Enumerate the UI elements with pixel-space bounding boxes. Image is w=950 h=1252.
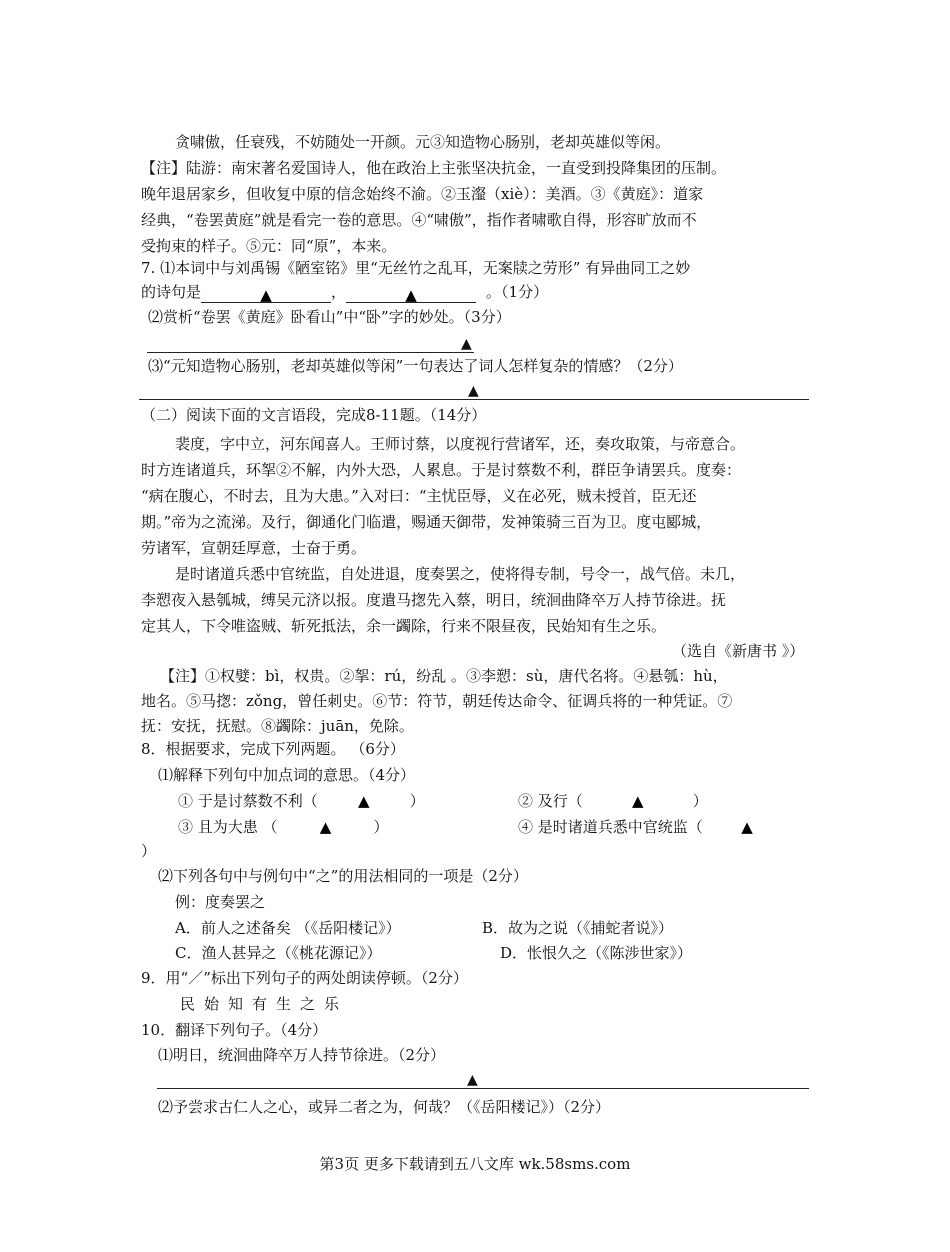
answer-marker: ▲ (405, 286, 417, 304)
passage-p1-l3: “病在腹心，不时去，且为大患。”入对曰：“主忧臣辱，义在必死，贼未授首，臣无还 (141, 487, 697, 505)
q8-heading: 8．根据要求，完成下列两题。 （6分） (141, 740, 405, 758)
note-line-2: 晚年退居家乡，但收复中原的信念始终不渝。②玉瀣（xiè）：美酒。③《黄庭》：道家 (141, 185, 704, 203)
q8-example: 例：度奏罢之 (175, 893, 266, 911)
answer-marker: ▲ (741, 818, 753, 836)
page-footer: 第3页 更多下载请到五八文库 wk.58sms.com (319, 1155, 631, 1173)
q8-item-1-answer[interactable] (318, 790, 410, 812)
annotation-line-1: 【注】①权嬖：bì，权贵。②挐：rú，纷乱 。③李愬：sù，唐代名将。④悬瓠：hù， (160, 667, 728, 685)
passage-p2-l1: 是时诸道兵悉中官统监，自处进退，度奏罢之，使将得专制，号令一，战气倍。未几， (175, 565, 746, 583)
q7-part-3: ⑶“元知造物心肠别，老却英雄似等闲”一句表达了词人怎样复杂的情感？（2分） (148, 357, 683, 375)
q8-item-2-close: ） (692, 792, 708, 810)
answer-marker: ▲ (260, 286, 272, 304)
q8-item-4-close: ） (141, 842, 157, 860)
q8-option-b[interactable]: B．故为之说（《捕蛇者说》） (482, 919, 674, 937)
q7-line-2-prefix: 的诗句是 (141, 283, 202, 301)
q8-part-2: ⑵下列各句中与例句中“之”的用法相同的一项是（2分） (158, 867, 528, 885)
note-line-4: 受拘束的样子。⑤元：同“原”，本来。 (141, 237, 397, 255)
q7-line-1: 7. ⑴本词中与刘禹锡《陋室铭》里“无丝竹之乱耳，无案牍之劳形” 有异曲同工之妙 (141, 259, 691, 277)
q10-answer-line-1[interactable] (157, 1088, 809, 1089)
q8-item-4 (518, 816, 753, 838)
passage-p1-l5: 劳诸军，宣朝廷厚意，士奋于勇。 (141, 539, 367, 557)
passage-source: （选自《新唐书 》） (672, 642, 805, 660)
q8-item-2-text: ② 及行（ (518, 792, 583, 810)
q8-item-2-answer[interactable] (583, 790, 693, 812)
q8-option-c[interactable]: C．渔人甚异之（《桃花源记》） (175, 944, 382, 962)
q8-part-1: ⑴解释下列句中加点词的意思。（4分） (158, 766, 416, 784)
annotation-line-2: 地名。⑤马揔：zǒng，曾任刺史。⑥节：符节，朝廷传达命令、征调兵将的一种凭证。⑦ (141, 692, 733, 710)
q7-comma: ， (331, 283, 347, 301)
annotation-line-3: 抚：安抚，抚慰。⑧蠲除：juān，免除。 (141, 717, 414, 735)
note-line-1: 【注】陆游：南宋著名爱国诗人，他在政治上主张坚决抗金，一直受到投降集团的压制。 (141, 159, 727, 177)
section-2-title: （二）阅读下面的文言语段，完成8-11题。（14分） (141, 406, 487, 424)
passage-p1-l2: 时方连诸道兵，环挐②不解，内外大恐，人累息。于是讨蔡数不利，群臣争请罢兵。度奏： (141, 461, 742, 479)
q10-heading: 10．翻译下列句子。（4分） (141, 1021, 328, 1039)
q9-sentence[interactable]: 民始知有生之乐 (180, 995, 349, 1013)
answer-marker: ▲ (319, 818, 332, 836)
passage-p1-l1: 裴度，字中立，河东闻喜人。王师讨蔡，以度视行营诸军，还，奏攻取策，与帝意合。 (175, 435, 746, 453)
q7-line-2 (141, 281, 548, 303)
q10-part-2: ⑵予尝求古仁人之心，或异二者之为，何哉？（《岳阳楼记》）（2分） (158, 1098, 611, 1116)
q8-option-a[interactable]: A．前人之述备矣 （《岳阳楼记》） (175, 919, 401, 937)
q9-heading: 9．用“／”标出下列句子的两处朗读停顿。（2分） (141, 969, 468, 987)
q10-part-1: ⑴明日，统洄曲降卒万人持节徐进。（2分） (158, 1046, 446, 1064)
answer-marker: ▲ (461, 336, 472, 352)
q8-item-4-answer[interactable] (703, 816, 753, 838)
q8-item-1-close: ） (409, 792, 425, 810)
q8-item-1 (178, 790, 425, 812)
q8-item-3-close: ） (373, 818, 389, 836)
q7-answer-blank-2[interactable] (346, 284, 476, 303)
answer-marker: ▲ (632, 792, 644, 810)
answer-marker: ▲ (467, 1072, 478, 1088)
answer-marker: ▲ (358, 792, 370, 810)
passage-p2-l3: 定其人，下令唯盗贼、斩死抵法，余一蠲除，行来不限昼夜，民始知有生之乐。 (141, 617, 667, 635)
q7-answer-line-3[interactable] (139, 399, 809, 400)
q7-part-2: ⑵赏析“卷罢《黄庭》卧看山”中“卧”字的妙处。（3分） (148, 308, 511, 326)
q8-item-2 (518, 790, 708, 812)
answer-marker: ▲ (468, 383, 479, 399)
passage-p1-l4: 期。”帝为之流涕。及行，御通化门临遣，赐通天御带，发神策骑三百为卫。度屯郾城， (141, 513, 712, 531)
poem-tail-line: 贪啸傲，任衰残，不妨随处一开颜。元③知造物心肠别，老却英雄似等闲。 (175, 133, 671, 151)
q7-answer-blank-1[interactable] (201, 284, 331, 303)
q8-item-4-text: ④ 是时诸道兵悉中官统监（ (518, 818, 703, 836)
q8-item-3-text: ③ 且为大患 （ (178, 818, 278, 836)
q8-item-3-answer[interactable] (278, 816, 374, 838)
q8-option-d[interactable]: D．怅恨久之（《陈涉世家》） (500, 944, 693, 962)
q8-item-1-text: ① 于是讨蔡数不利（ (178, 792, 318, 810)
q8-item-3 (178, 816, 389, 838)
note-line-3: 经典，“卷罢黄庭”就是看完一卷的意思。④“啸傲”，指作者啸歌自得，形容旷放而不 (141, 211, 697, 229)
q7-answer-line-2[interactable] (147, 352, 474, 353)
q7-line-2-suffix: 。（1分） (486, 283, 549, 301)
passage-p2-l2: 李愬夜入悬瓠城，缚吴元济以报。度遣马揔先入蔡，明日，统洄曲降卒万人持节徐进。抚 (141, 591, 727, 609)
